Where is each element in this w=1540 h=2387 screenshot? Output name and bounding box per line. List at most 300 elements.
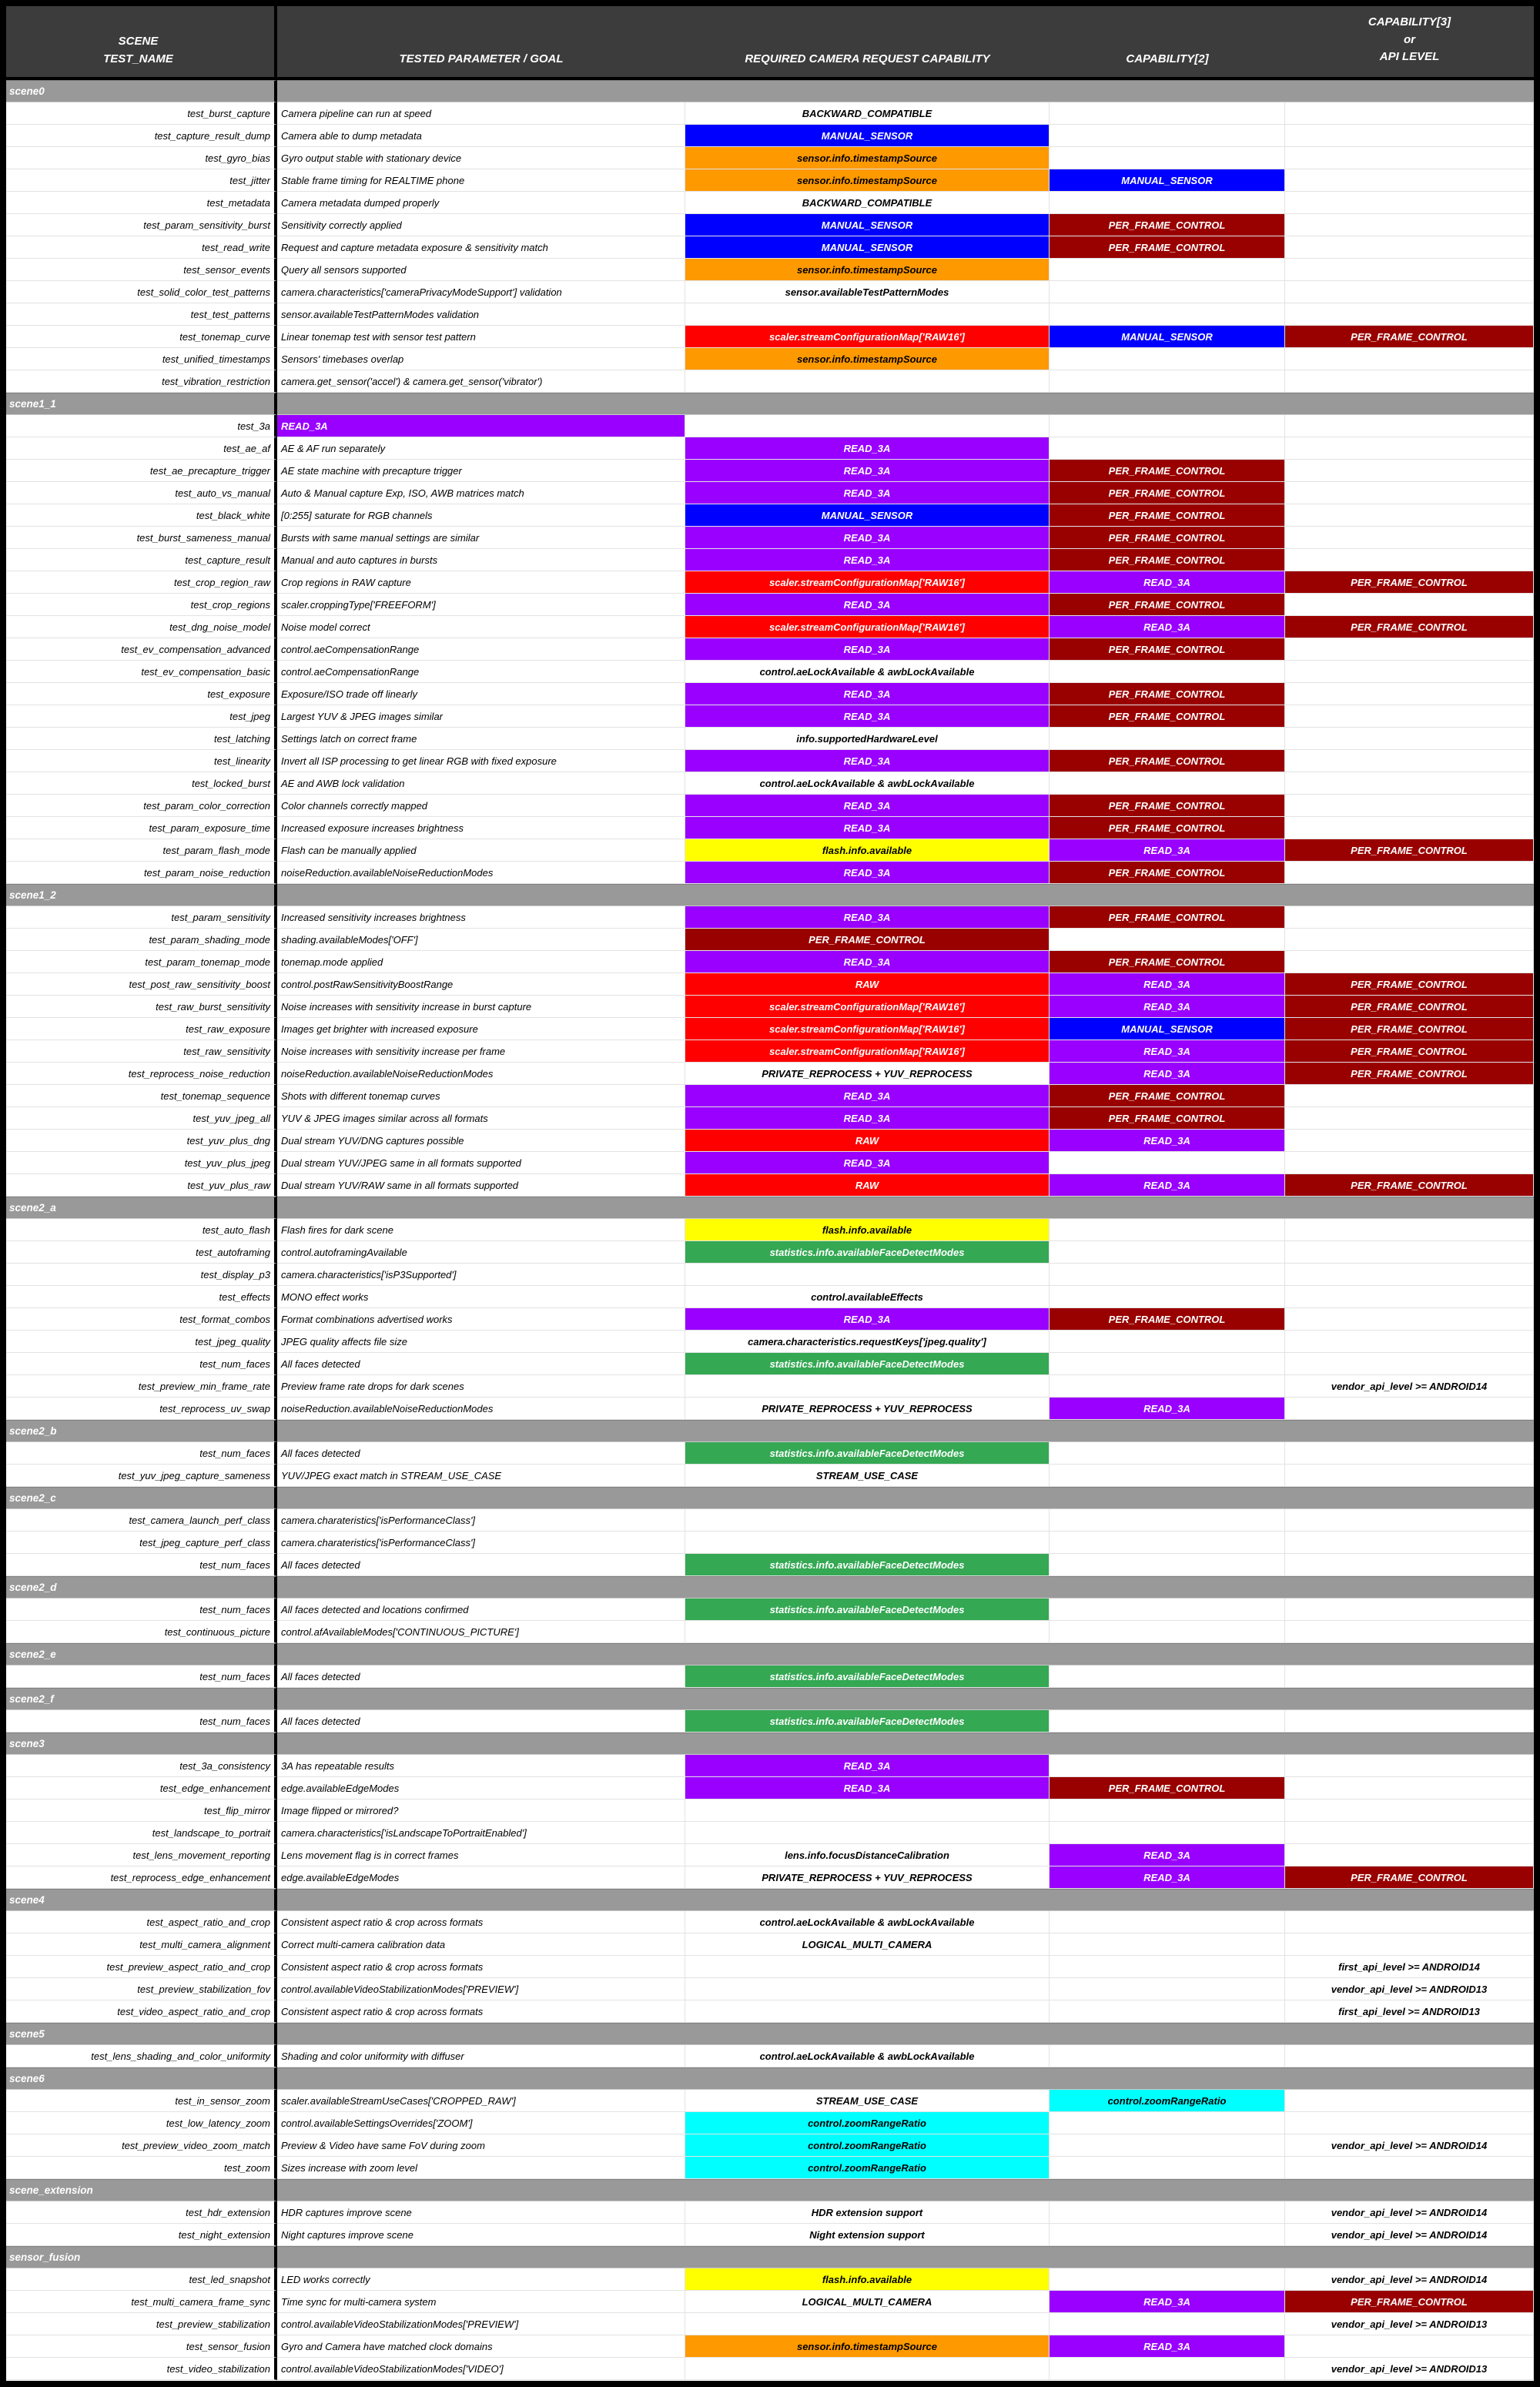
scene-header-row[interactable] [6, 2179, 1534, 2201]
test-name-cell[interactable]: test_preview_stabilization [6, 2313, 277, 2335]
test-name-cell[interactable]: test_video_stabilization [6, 2358, 277, 2380]
required-capability-cell[interactable]: control.aeLockAvailable & awbLockAvailable [685, 661, 1050, 683]
capability3-or-api-level-cell[interactable] [1285, 951, 1534, 973]
test-name-cell[interactable]: test_sensor_events [6, 259, 277, 281]
capability2-cell[interactable]: READ_3A [1050, 1040, 1285, 1063]
capability3-or-api-level-cell[interactable] [1285, 1107, 1534, 1130]
scene-header-row[interactable] [6, 1576, 1534, 1599]
required-capability-cell[interactable]: flash.info.available [685, 2268, 1050, 2291]
capability2-cell[interactable] [1050, 661, 1285, 683]
goal-cell[interactable]: [0:255] saturate for RGB channels [277, 504, 685, 527]
capability3-or-api-level-cell[interactable]: PER_FRAME_CONTROL [1285, 2291, 1534, 2313]
capability3-or-api-level-cell[interactable]: PER_FRAME_CONTROL [1285, 973, 1534, 996]
capability3-or-api-level-cell[interactable] [1285, 1911, 1534, 1933]
capability2-cell[interactable] [1050, 1286, 1285, 1308]
required-capability-cell[interactable]: control.zoomRangeRatio [685, 2157, 1050, 2179]
capability2-cell[interactable] [1050, 1264, 1285, 1286]
test-name-cell[interactable]: test_burst_capture [6, 102, 277, 125]
capability2-cell[interactable] [1050, 1532, 1285, 1554]
goal-cell[interactable]: control.aeCompensationRange [277, 638, 685, 661]
required-capability-cell[interactable]: READ_3A [685, 527, 1050, 549]
capability2-cell[interactable] [1050, 437, 1285, 460]
capability3-or-api-level-cell[interactable] [1285, 1241, 1534, 1264]
scene-header-row[interactable] [6, 2023, 1534, 2045]
goal-cell[interactable]: Manual and auto captures in bursts [277, 549, 685, 571]
goal-cell[interactable]: Increased sensitivity increases brightness [277, 906, 685, 929]
goal-cell[interactable]: Exposure/ISO trade off linearly [277, 683, 685, 705]
goal-cell[interactable]: Shots with different tonemap curves [277, 1085, 685, 1107]
goal-cell[interactable]: Bursts with same manual settings are similar [277, 527, 685, 549]
required-capability-cell[interactable]: control.zoomRangeRatio [685, 2134, 1050, 2157]
capability2-cell[interactable] [1050, 1621, 1285, 1643]
capability2-cell[interactable]: PER_FRAME_CONTROL [1050, 1107, 1285, 1130]
test-name-cell[interactable]: test_3a [6, 415, 277, 437]
test-name-cell[interactable]: test_multi_camera_frame_sync [6, 2291, 277, 2313]
goal-cell[interactable]: Preview frame rate drops for dark scenes [277, 1375, 685, 1398]
capability3-or-api-level-cell[interactable] [1285, 1085, 1534, 1107]
test-name-cell[interactable]: test_param_noise_reduction [6, 862, 277, 884]
test-name-cell[interactable]: test_reprocess_uv_swap [6, 1398, 277, 1420]
capability3-or-api-level-cell[interactable]: vendor_api_level >= ANDROID14 [1285, 2224, 1534, 2246]
capability2-cell[interactable]: READ_3A [1050, 996, 1285, 1018]
required-capability-cell[interactable]: READ_3A [685, 1755, 1050, 1777]
capability2-cell[interactable]: PER_FRAME_CONTROL [1050, 951, 1285, 973]
goal-cell[interactable]: Gyro output stable with stationary device [277, 147, 685, 169]
capability2-cell[interactable] [1050, 1465, 1285, 1487]
capability2-cell[interactable] [1050, 1710, 1285, 1732]
goal-cell[interactable]: Largest YUV & JPEG images similar [277, 705, 685, 728]
test-name-cell[interactable]: test_yuv_plus_jpeg [6, 1152, 277, 1174]
goal-cell[interactable]: Camera metadata dumped properly [277, 192, 685, 214]
capability2-cell[interactable] [1050, 1375, 1285, 1398]
test-name-cell[interactable]: test_latching [6, 728, 277, 750]
capability3-or-api-level-cell[interactable] [1285, 1777, 1534, 1799]
capability3-or-api-level-cell[interactable] [1285, 1152, 1534, 1174]
capability2-cell[interactable]: MANUAL_SENSOR [1050, 169, 1285, 192]
capability3-or-api-level-cell[interactable]: vendor_api_level >= ANDROID14 [1285, 2201, 1534, 2224]
goal-cell[interactable]: control.availableVideoStabilizationModes['PREVIEW'] [277, 1978, 685, 2000]
scene-header-row[interactable] [6, 1487, 1534, 1509]
required-capability-cell[interactable]: READ_3A [685, 1107, 1050, 1130]
test-name-cell[interactable]: test_unified_timestamps [6, 348, 277, 370]
capability3-or-api-level-cell[interactable] [1285, 1532, 1534, 1554]
capability2-cell[interactable] [1050, 102, 1285, 125]
capability3-or-api-level-cell[interactable]: vendor_api_level >= ANDROID14 [1285, 2268, 1534, 2291]
capability2-cell[interactable] [1050, 2157, 1285, 2179]
capability3-or-api-level-cell[interactable]: PER_FRAME_CONTROL [1285, 1063, 1534, 1085]
capability3-or-api-level-cell[interactable] [1285, 750, 1534, 772]
required-capability-cell[interactable]: STREAM_USE_CASE [685, 1465, 1050, 1487]
test-name-cell[interactable]: test_raw_exposure [6, 1018, 277, 1040]
goal-cell[interactable]: Auto & Manual capture Exp, ISO, AWB matrices match [277, 482, 685, 504]
capability3-or-api-level-cell[interactable] [1285, 2090, 1534, 2112]
scene-header-row[interactable] [6, 1732, 1534, 1755]
test-name-cell[interactable]: test_autoframing [6, 1241, 277, 1264]
capability2-cell[interactable] [1050, 1554, 1285, 1576]
capability2-cell[interactable]: READ_3A [1050, 2335, 1285, 2358]
capability3-or-api-level-cell[interactable] [1285, 460, 1534, 482]
goal-cell[interactable]: READ_3A [277, 415, 685, 437]
capability3-or-api-level-cell[interactable] [1285, 303, 1534, 326]
scene-header-row[interactable] [6, 1420, 1534, 1442]
capability2-cell[interactable] [1050, 2224, 1285, 2246]
test-name-cell[interactable]: test_black_white [6, 504, 277, 527]
goal-cell[interactable]: Sizes increase with zoom level [277, 2157, 685, 2179]
test-name-cell[interactable]: test_landscape_to_portrait [6, 1822, 277, 1844]
goal-cell[interactable]: Request and capture metadata exposure & sensitivity match [277, 236, 685, 259]
capability3-or-api-level-cell[interactable] [1285, 1353, 1534, 1375]
capability3-or-api-level-cell[interactable] [1285, 527, 1534, 549]
capability3-or-api-level-cell[interactable]: PER_FRAME_CONTROL [1285, 571, 1534, 594]
goal-cell[interactable]: All faces detected [277, 1666, 685, 1688]
test-name-cell[interactable]: test_locked_burst [6, 772, 277, 795]
goal-cell[interactable]: Consistent aspect ratio & crop across formats [277, 2000, 685, 2023]
capability2-cell[interactable]: PER_FRAME_CONTROL [1050, 862, 1285, 884]
capability3-or-api-level-cell[interactable] [1285, 1554, 1534, 1576]
test-name-cell[interactable]: test_format_combos [6, 1308, 277, 1331]
goal-cell[interactable]: Time sync for multi-camera system [277, 2291, 685, 2313]
test-name-cell[interactable]: test_jpeg_capture_perf_class [6, 1532, 277, 1554]
goal-cell[interactable]: scaler.availableStreamUseCases['CROPPED_RAW'] [277, 2090, 685, 2112]
goal-cell[interactable]: HDR captures improve scene [277, 2201, 685, 2224]
capability3-or-api-level-cell[interactable] [1285, 1286, 1534, 1308]
capability2-cell[interactable] [1050, 2313, 1285, 2335]
required-capability-cell[interactable]: READ_3A [685, 817, 1050, 839]
test-name-cell[interactable]: test_param_color_correction [6, 795, 277, 817]
goal-cell[interactable]: Linear tonemap test with sensor test pattern [277, 326, 685, 348]
capability2-cell[interactable] [1050, 1755, 1285, 1777]
goal-cell[interactable]: Lens movement flag is in correct frames [277, 1844, 685, 1866]
capability3-or-api-level-cell[interactable] [1285, 370, 1534, 393]
required-capability-cell[interactable]: sensor.info.timestampSource [685, 169, 1050, 192]
required-capability-cell[interactable]: statistics.info.availableFaceDetectModes [685, 1599, 1050, 1621]
required-capability-cell[interactable]: MANUAL_SENSOR [685, 125, 1050, 147]
goal-cell[interactable]: Flash fires for dark scene [277, 1219, 685, 1241]
goal-cell[interactable]: YUV & JPEG images similar across all formats [277, 1107, 685, 1130]
capability3-or-api-level-cell[interactable]: PER_FRAME_CONTROL [1285, 1174, 1534, 1197]
capability3-or-api-level-cell[interactable]: PER_FRAME_CONTROL [1285, 996, 1534, 1018]
goal-cell[interactable]: YUV/JPEG exact match in STREAM_USE_CASE [277, 1465, 685, 1487]
goal-cell[interactable]: Images get brighter with increased exposure [277, 1018, 685, 1040]
required-capability-cell[interactable]: control.availableEffects [685, 1286, 1050, 1308]
capability3-or-api-level-cell[interactable] [1285, 1621, 1534, 1643]
required-capability-cell[interactable]: control.aeLockAvailable & awbLockAvailable [685, 2045, 1050, 2067]
required-capability-cell[interactable]: statistics.info.availableFaceDetectModes [685, 1353, 1050, 1375]
test-name-cell[interactable]: test_preview_stabilization_fov [6, 1978, 277, 2000]
required-capability-cell[interactable]: READ_3A [685, 1308, 1050, 1331]
capability2-cell[interactable] [1050, 370, 1285, 393]
required-capability-cell[interactable]: PRIVATE_REPROCESS + YUV_REPROCESS [685, 1866, 1050, 1889]
required-capability-cell[interactable]: READ_3A [685, 1085, 1050, 1107]
capability3-or-api-level-cell[interactable] [1285, 169, 1534, 192]
capability3-or-api-level-cell[interactable] [1285, 482, 1534, 504]
capability2-cell[interactable]: READ_3A [1050, 571, 1285, 594]
test-name-cell[interactable]: test_in_sensor_zoom [6, 2090, 277, 2112]
goal-cell[interactable]: Noise increases with sensitivity increase in burst capture [277, 996, 685, 1018]
capability2-cell[interactable] [1050, 1331, 1285, 1353]
required-capability-cell[interactable]: READ_3A [685, 862, 1050, 884]
goal-cell[interactable]: noiseReduction.availableNoiseReductionModes [277, 1063, 685, 1085]
capability3-or-api-level-cell[interactable] [1285, 705, 1534, 728]
capability2-cell[interactable] [1050, 147, 1285, 169]
capability2-cell[interactable] [1050, 2268, 1285, 2291]
required-capability-cell[interactable]: STREAM_USE_CASE [685, 2090, 1050, 2112]
capability2-cell[interactable]: READ_3A [1050, 1844, 1285, 1866]
goal-cell[interactable]: Increased exposure increases brightness [277, 817, 685, 839]
required-capability-cell[interactable]: RAW [685, 1130, 1050, 1152]
goal-cell[interactable]: Camera able to dump metadata [277, 125, 685, 147]
capability2-cell[interactable]: READ_3A [1050, 839, 1285, 862]
test-name-cell[interactable]: test_burst_sameness_manual [6, 527, 277, 549]
required-capability-cell[interactable]: scaler.streamConfigurationMap['RAW16'] [685, 616, 1050, 638]
goal-cell[interactable]: Noise model correct [277, 616, 685, 638]
capability2-cell[interactable] [1050, 1666, 1285, 1688]
capability3-or-api-level-cell[interactable] [1285, 1822, 1534, 1844]
capability2-cell[interactable] [1050, 1442, 1285, 1465]
required-capability-cell[interactable] [685, 370, 1050, 393]
goal-cell[interactable]: Sensors' timebases overlap [277, 348, 685, 370]
test-name-cell[interactable]: test_ae_precapture_trigger [6, 460, 277, 482]
capability2-cell[interactable] [1050, 303, 1285, 326]
capability3-or-api-level-cell[interactable] [1285, 236, 1534, 259]
capability3-or-api-level-cell[interactable] [1285, 1398, 1534, 1420]
capability3-or-api-level-cell[interactable] [1285, 1755, 1534, 1777]
test-name-cell[interactable]: test_yuv_plus_raw [6, 1174, 277, 1197]
goal-cell[interactable]: control.aeCompensationRange [277, 661, 685, 683]
capability3-or-api-level-cell[interactable] [1285, 415, 1534, 437]
goal-cell[interactable]: tonemap.mode applied [277, 951, 685, 973]
required-capability-cell[interactable]: camera.characteristics.requestKeys['jpeg.quality'] [685, 1331, 1050, 1353]
required-capability-cell[interactable]: LOGICAL_MULTI_CAMERA [685, 1933, 1050, 1956]
test-name-cell[interactable]: test_preview_video_zoom_match [6, 2134, 277, 2157]
goal-cell[interactable]: Preview & Video have same FoV during zoom [277, 2134, 685, 2157]
required-capability-cell[interactable]: control.zoomRangeRatio [685, 2112, 1050, 2134]
test-name-cell[interactable]: test_tonemap_sequence [6, 1085, 277, 1107]
capability3-or-api-level-cell[interactable] [1285, 1442, 1534, 1465]
capability2-cell[interactable] [1050, 1241, 1285, 1264]
required-capability-cell[interactable] [685, 1375, 1050, 1398]
test-name-cell[interactable]: test_dng_noise_model [6, 616, 277, 638]
required-capability-cell[interactable]: MANUAL_SENSOR [685, 504, 1050, 527]
required-capability-cell[interactable] [685, 2313, 1050, 2335]
test-name-cell[interactable]: test_jpeg [6, 705, 277, 728]
required-capability-cell[interactable] [685, 1978, 1050, 2000]
required-capability-cell[interactable]: info.supportedHardwareLevel [685, 728, 1050, 750]
goal-cell[interactable]: camera.charateristics['isPerformanceClass'] [277, 1509, 685, 1532]
capability3-or-api-level-cell[interactable]: first_api_level >= ANDROID14 [1285, 1956, 1534, 1978]
capability3-or-api-level-cell[interactable]: vendor_api_level >= ANDROID13 [1285, 1978, 1534, 2000]
test-name-cell[interactable]: test_post_raw_sensitivity_boost [6, 973, 277, 996]
test-name-cell[interactable]: test_sensor_fusion [6, 2335, 277, 2358]
test-name-cell[interactable]: test_yuv_plus_dng [6, 1130, 277, 1152]
test-name-cell[interactable]: test_multi_camera_alignment [6, 1933, 277, 1956]
capability2-cell[interactable] [1050, 1822, 1285, 1844]
goal-cell[interactable]: camera.characteristics['isLandscapeToPortraitEnabled'] [277, 1822, 685, 1844]
capability3-or-api-level-cell[interactable] [1285, 817, 1534, 839]
goal-cell[interactable]: Settings latch on correct frame [277, 728, 685, 750]
test-name-cell[interactable]: test_crop_regions [6, 594, 277, 616]
capability3-or-api-level-cell[interactable] [1285, 147, 1534, 169]
required-capability-cell[interactable]: PRIVATE_REPROCESS + YUV_REPROCESS [685, 1398, 1050, 1420]
capability3-or-api-level-cell[interactable] [1285, 348, 1534, 370]
test-name-cell[interactable]: test_reprocess_noise_reduction [6, 1063, 277, 1085]
test-name-cell[interactable]: test_tonemap_curve [6, 326, 277, 348]
required-capability-cell[interactable]: BACKWARD_COMPATIBLE [685, 192, 1050, 214]
capability2-cell[interactable] [1050, 192, 1285, 214]
scene-header-row[interactable] [6, 1643, 1534, 1666]
capability3-or-api-level-cell[interactable] [1285, 1219, 1534, 1241]
required-capability-cell[interactable]: sensor.info.timestampSource [685, 259, 1050, 281]
test-name-cell[interactable]: test_param_sensitivity [6, 906, 277, 929]
required-capability-cell[interactable]: READ_3A [685, 795, 1050, 817]
goal-cell[interactable]: control.availableVideoStabilizationModes['PREVIEW'] [277, 2313, 685, 2335]
required-capability-cell[interactable]: Night extension support [685, 2224, 1050, 2246]
goal-cell[interactable]: MONO effect works [277, 1286, 685, 1308]
test-name-cell[interactable]: test_lens_movement_reporting [6, 1844, 277, 1866]
goal-cell[interactable]: Format combinations advertised works [277, 1308, 685, 1331]
test-name-cell[interactable]: test_param_shading_mode [6, 929, 277, 951]
goal-cell[interactable]: All faces detected [277, 1442, 685, 1465]
capability3-or-api-level-cell[interactable]: PER_FRAME_CONTROL [1285, 326, 1534, 348]
required-capability-cell[interactable]: sensor.availableTestPatternModes [685, 281, 1050, 303]
required-capability-cell[interactable]: READ_3A [685, 437, 1050, 460]
test-name-cell[interactable]: test_capture_result_dump [6, 125, 277, 147]
capability3-or-api-level-cell[interactable] [1285, 1308, 1534, 1331]
goal-cell[interactable]: Flash can be manually applied [277, 839, 685, 862]
required-capability-cell[interactable] [685, 2358, 1050, 2380]
test-name-cell[interactable]: test_ev_compensation_advanced [6, 638, 277, 661]
test-name-cell[interactable]: test_num_faces [6, 1442, 277, 1465]
scene-header-row[interactable] [6, 884, 1534, 906]
goal-cell[interactable]: Stable frame timing for REALTIME phone [277, 169, 685, 192]
required-capability-cell[interactable]: READ_3A [685, 638, 1050, 661]
capability2-cell[interactable] [1050, 1956, 1285, 1978]
required-capability-cell[interactable]: statistics.info.availableFaceDetectModes [685, 1442, 1050, 1465]
capability2-cell[interactable]: READ_3A [1050, 1174, 1285, 1197]
required-capability-cell[interactable] [685, 2000, 1050, 2023]
scene-header-row[interactable] [6, 2246, 1534, 2268]
test-name-cell[interactable]: test_num_faces [6, 1710, 277, 1732]
scene-header-row[interactable] [6, 80, 1534, 102]
capability2-cell[interactable]: READ_3A [1050, 973, 1285, 996]
required-capability-cell[interactable]: sensor.info.timestampSource [685, 147, 1050, 169]
capability2-cell[interactable] [1050, 125, 1285, 147]
goal-cell[interactable]: edge.availableEdgeModes [277, 1866, 685, 1889]
goal-cell[interactable]: LED works correctly [277, 2268, 685, 2291]
capability2-cell[interactable] [1050, 1599, 1285, 1621]
capability2-cell[interactable] [1050, 348, 1285, 370]
required-capability-cell[interactable]: scaler.streamConfigurationMap['RAW16'] [685, 996, 1050, 1018]
goal-cell[interactable]: noiseReduction.availableNoiseReductionModes [277, 1398, 685, 1420]
goal-cell[interactable]: Shading and color uniformity with diffuser [277, 2045, 685, 2067]
required-capability-cell[interactable]: sensor.info.timestampSource [685, 2335, 1050, 2358]
test-name-cell[interactable]: test_num_faces [6, 1599, 277, 1621]
test-name-cell[interactable]: test_test_patterns [6, 303, 277, 326]
test-name-cell[interactable]: test_linearity [6, 750, 277, 772]
test-name-cell[interactable]: test_video_aspect_ratio_and_crop [6, 2000, 277, 2023]
scene-header-row[interactable] [6, 1197, 1534, 1219]
goal-cell[interactable]: Gyro and Camera have matched clock domains [277, 2335, 685, 2358]
test-name-cell[interactable]: test_num_faces [6, 1353, 277, 1375]
capability2-cell[interactable]: MANUAL_SENSOR [1050, 1018, 1285, 1040]
capability3-or-api-level-cell[interactable] [1285, 1933, 1534, 1956]
required-capability-cell[interactable]: READ_3A [685, 750, 1050, 772]
goal-cell[interactable]: All faces detected and locations confirmed [277, 1599, 685, 1621]
capability2-cell[interactable]: PER_FRAME_CONTROL [1050, 236, 1285, 259]
capability3-or-api-level-cell[interactable] [1285, 214, 1534, 236]
capability3-or-api-level-cell[interactable] [1285, 102, 1534, 125]
capability3-or-api-level-cell[interactable] [1285, 795, 1534, 817]
capability3-or-api-level-cell[interactable] [1285, 192, 1534, 214]
test-name-cell[interactable]: test_ev_compensation_basic [6, 661, 277, 683]
required-capability-cell[interactable]: READ_3A [685, 1777, 1050, 1799]
goal-cell[interactable]: 3A has repeatable results [277, 1755, 685, 1777]
capability3-or-api-level-cell[interactable] [1285, 437, 1534, 460]
capability2-cell[interactable] [1050, 1911, 1285, 1933]
goal-cell[interactable]: camera.characteristics['isP3Supported'] [277, 1264, 685, 1286]
capability3-or-api-level-cell[interactable] [1285, 683, 1534, 705]
required-capability-cell[interactable]: READ_3A [685, 482, 1050, 504]
test-name-cell[interactable]: test_metadata [6, 192, 277, 214]
test-name-cell[interactable]: test_yuv_jpeg_all [6, 1107, 277, 1130]
goal-cell[interactable]: Crop regions in RAW capture [277, 571, 685, 594]
required-capability-cell[interactable]: scaler.streamConfigurationMap['RAW16'] [685, 1018, 1050, 1040]
test-name-cell[interactable]: test_yuv_jpeg_capture_sameness [6, 1465, 277, 1487]
capability3-or-api-level-cell[interactable] [1285, 1599, 1534, 1621]
capability3-or-api-level-cell[interactable] [1285, 2045, 1534, 2067]
goal-cell[interactable]: camera.charateristics['isPerformanceClass'] [277, 1532, 685, 1554]
required-capability-cell[interactable]: control.aeLockAvailable & awbLockAvailable [685, 1911, 1050, 1933]
capability2-cell[interactable] [1050, 259, 1285, 281]
goal-cell[interactable]: control.autoframingAvailable [277, 1241, 685, 1264]
capability3-or-api-level-cell[interactable] [1285, 2335, 1534, 2358]
test-name-cell[interactable]: test_3a_consistency [6, 1755, 277, 1777]
required-capability-cell[interactable]: PER_FRAME_CONTROL [685, 929, 1050, 951]
required-capability-cell[interactable] [685, 1799, 1050, 1822]
test-name-cell[interactable]: test_edge_enhancement [6, 1777, 277, 1799]
test-name-cell[interactable]: test_solid_color_test_patterns [6, 281, 277, 303]
test-name-cell[interactable]: test_capture_result [6, 549, 277, 571]
required-capability-cell[interactable]: MANUAL_SENSOR [685, 236, 1050, 259]
goal-cell[interactable]: Noise increases with sensitivity increase per frame [277, 1040, 685, 1063]
goal-cell[interactable]: Query all sensors supported [277, 259, 685, 281]
test-name-cell[interactable]: test_night_extension [6, 2224, 277, 2246]
test-name-cell[interactable]: test_preview_aspect_ratio_and_crop [6, 1956, 277, 1978]
capability2-cell[interactable]: READ_3A [1050, 1130, 1285, 1152]
capability2-cell[interactable]: PER_FRAME_CONTROL [1050, 549, 1285, 571]
capability2-cell[interactable] [1050, 728, 1285, 750]
capability2-cell[interactable]: PER_FRAME_CONTROL [1050, 482, 1285, 504]
capability3-or-api-level-cell[interactable] [1285, 259, 1534, 281]
required-capability-cell[interactable]: statistics.info.availableFaceDetectModes [685, 1666, 1050, 1688]
capability3-or-api-level-cell[interactable] [1285, 906, 1534, 929]
test-name-cell[interactable]: test_param_exposure_time [6, 817, 277, 839]
capability2-cell[interactable] [1050, 772, 1285, 795]
test-name-cell[interactable]: test_preview_min_frame_rate [6, 1375, 277, 1398]
goal-cell[interactable]: Consistent aspect ratio & crop across formats [277, 1911, 685, 1933]
goal-cell[interactable]: AE & AF run separately [277, 437, 685, 460]
capability2-cell[interactable]: PER_FRAME_CONTROL [1050, 460, 1285, 482]
capability2-cell[interactable]: PER_FRAME_CONTROL [1050, 1085, 1285, 1107]
capability2-cell[interactable]: PER_FRAME_CONTROL [1050, 795, 1285, 817]
goal-cell[interactable]: edge.availableEdgeModes [277, 1777, 685, 1799]
goal-cell[interactable]: Sensitivity correctly applied [277, 214, 685, 236]
capability2-cell[interactable]: control.zoomRangeRatio [1050, 2090, 1285, 2112]
capability3-or-api-level-cell[interactable] [1285, 281, 1534, 303]
required-capability-cell[interactable]: control.aeLockAvailable & awbLockAvailable [685, 772, 1050, 795]
required-capability-cell[interactable] [685, 1532, 1050, 1554]
required-capability-cell[interactable]: LOGICAL_MULTI_CAMERA [685, 2291, 1050, 2313]
